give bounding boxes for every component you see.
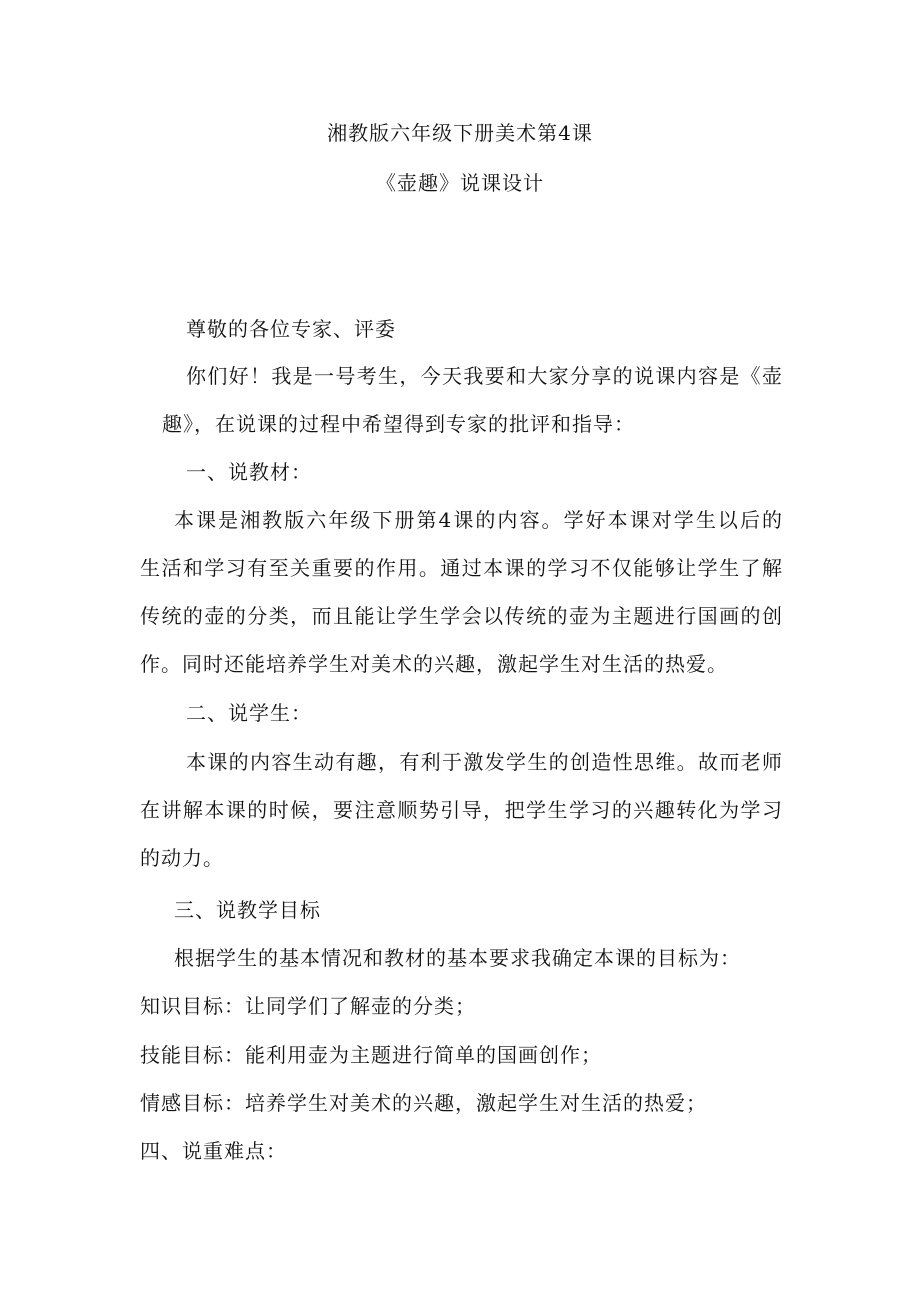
goal-emotion: 情感目标：培养学生对美术的兴趣，激起学生对生活的热爱； xyxy=(140,1091,707,1115)
section-heading: 一、说教材： xyxy=(186,460,312,484)
greeting-line: 你们好！我是一号考生，今天我要和大家分享的说课内容是《壶 xyxy=(186,364,782,388)
paragraph-line: 根据学生的基本情况和教材的基本要求我确定本课的目标为： xyxy=(174,946,741,970)
section-heading: 四、说重难点： xyxy=(140,1139,287,1163)
paragraph-line: 传统的壶的分类，而且能让学生学会以传统的壶为主题进行国画的创 xyxy=(140,604,782,628)
paragraph-line: 的动力。 xyxy=(140,846,224,870)
paragraph-line: 生活和学习有至关重要的作用。通过本课的学习不仅能够让学生了解 xyxy=(140,556,782,580)
paragraph-line: 本课的内容生动有趣，有利于激发学生的创造性思维。故而老师 xyxy=(186,750,782,774)
paragraph-line: 在讲解本课的时候，要注意顺势引导，把学生学习的兴趣转化为学习 xyxy=(140,798,782,822)
document-subtitle: 《壶趣》说课设计 xyxy=(376,171,544,195)
goal-knowledge: 知识目标：让同学们了解壶的分类； xyxy=(140,994,476,1018)
document-title: 湘教版六年级下册美术第4课 xyxy=(327,121,593,145)
paragraph-line: 本课是湘教版六年级下册第4课的内容。学好本课对学生以后的 xyxy=(174,508,782,532)
goal-skill: 技能目标：能利用壶为主题进行简单的国画创作； xyxy=(140,1043,602,1067)
paragraph-line: 作。同时还能培养学生对美术的兴趣，激起学生对生活的热爱。 xyxy=(140,652,728,676)
salutation: 尊敬的各位专家、评委 xyxy=(186,317,396,341)
greeting-line: 趣》，在说课的过程中希望得到专家的批评和指导： xyxy=(162,412,635,436)
section-heading: 三、说教学目标 xyxy=(174,898,321,922)
section-heading: 二、说学生： xyxy=(186,701,312,725)
